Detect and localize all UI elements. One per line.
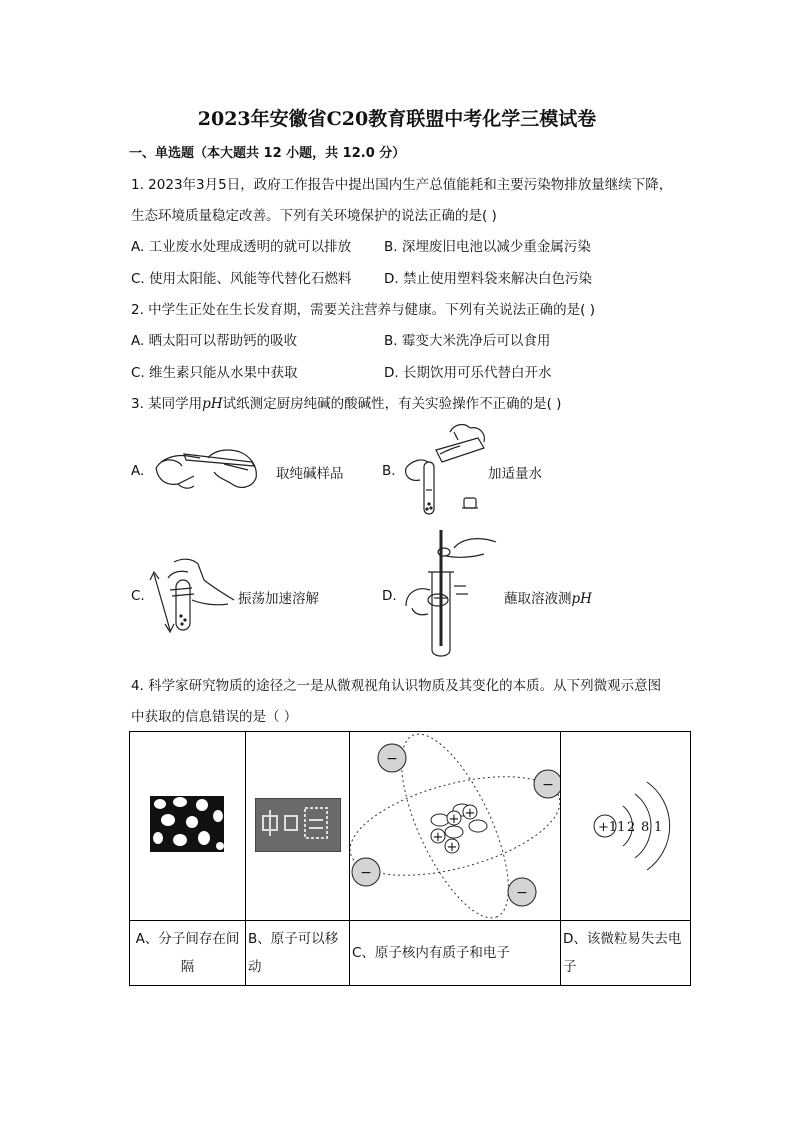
q4-option-a-line1: A、分子间存在间 [135,931,240,947]
q3-option-c-letter[interactable]: C. [131,588,145,604]
q4-cell-image-b [246,732,350,921]
q1-option-d[interactable]: D. 禁止使用塑料袋来解决白色污染 [384,271,592,287]
section-heading: 一、单选题（本大题共 12 小题，共 12.0 分） [129,146,406,161]
q4-table [129,731,691,986]
q2-option-c[interactable]: C. 维生素只能从水果中获取 [131,365,298,381]
q1-option-b[interactable]: B. 深埋废旧电池以减少重金属污染 [384,239,591,255]
q4-option-c-line1: C、原子核内有质子和电子 [352,945,510,961]
q3-stem-part2: 试纸测定厨房纯碱的酸碱性，有关实验操作不正确的是( ) [222,396,562,412]
shell-3-count: 1 [654,820,663,835]
page-title: 2023年安徽省C20教育联盟中考化学三模试卷 [197,108,597,130]
q4-cell-image-c [350,732,561,921]
q4-atomic-structure-sodium [561,732,690,920]
q4-cell-image-d [561,732,691,921]
q3-option-a-letter[interactable]: A. [131,463,145,479]
q4-stem-line2: 中获取的信息错误的是（ ） [131,709,298,725]
q1-option-a[interactable]: A. 工业废水处理成透明的就可以排放 [131,239,352,255]
q3-caption-a: 取纯碱样品 [276,466,344,482]
q4-stem-line1: 4. 科学家研究物质的途径之一是从微观视角认识物质及其变化的本质。从下列微观示意图 [131,678,662,694]
q4-molecule-gap-image [150,796,224,852]
q1-option-c[interactable]: C. 使用太阳能、风能等代替化石燃料 [131,271,352,287]
shell-2-count: 8 [641,820,650,835]
q3-caption-d-text: 蘸取溶液测 [504,591,572,607]
q3-fig-a-hands-with-spatula [148,440,268,492]
proton-label-3: + [432,830,444,845]
proton-label-2: + [464,806,476,821]
q4-atom-moving-image [255,798,341,852]
q4-image-row [130,732,691,921]
proton-label-4: + [446,840,458,855]
electron-label-4: − [516,885,528,901]
q3-stem [131,395,561,413]
q4-cell-image-a [130,732,246,921]
q3-stem-ph: pH [202,396,223,412]
q2-option-d[interactable]: D. 长期饮用可乐代替白开水 [384,365,552,381]
q4-option-a-line2: 隔 [180,959,195,975]
q3-fig-c-shaking-tube [148,550,238,635]
nucleus-charge-label: +11 [598,820,626,835]
proton-label-1: + [448,812,460,827]
q1-stem-line2: 生态环境质量稳定改善。下列有关环境保护的说法正确的是( ) [131,208,497,224]
electron-label-1: − [386,751,398,767]
q4-text-row [130,921,691,986]
q4-option-c[interactable] [350,921,561,986]
q3-fig-d-glass-rod-in-tube [400,528,506,660]
q4-atom-structure-diagram [350,732,560,920]
q3-stem-part1: 3. 某同学用 [131,396,203,412]
q4-option-b-line1: B、原子可以移动 [248,931,339,975]
q4-option-d-line2: 子 [563,959,577,975]
q4-option-d-line1: D、该微粒易失去电 [563,931,682,947]
q3-fig-b-pouring-water [400,420,490,520]
q2-option-b[interactable]: B. 霉变大米洗净后可以食用 [384,333,551,349]
shell-1-count: 2 [627,820,636,835]
q3-caption-d [504,587,592,607]
q2-stem: 2. 中学生正处在生长发育期，需要关注营养与健康。下列有关说法正确的是( ) [131,302,595,318]
q4-option-b[interactable] [246,921,350,986]
q3-option-b-letter[interactable]: B. [382,463,396,479]
electron-label-2: − [542,777,554,793]
q3-option-d-letter[interactable]: D. [382,588,397,604]
electron-label-3: − [360,865,372,881]
q3-caption-b: 加适量水 [488,466,542,482]
q4-option-a[interactable] [130,921,246,986]
q4-option-d[interactable] [561,921,691,986]
q1-stem-line1: 1. 2023年3月5日，政府工作报告中提出国内生产总值能耗和主要污染物排放量继续下降， [131,177,673,193]
q3-caption-d-ph: pH [571,591,592,607]
q2-option-a[interactable]: A. 晒太阳可以帮助钙的吸收 [131,333,298,349]
q3-caption-c: 振荡加速溶解 [238,591,319,607]
